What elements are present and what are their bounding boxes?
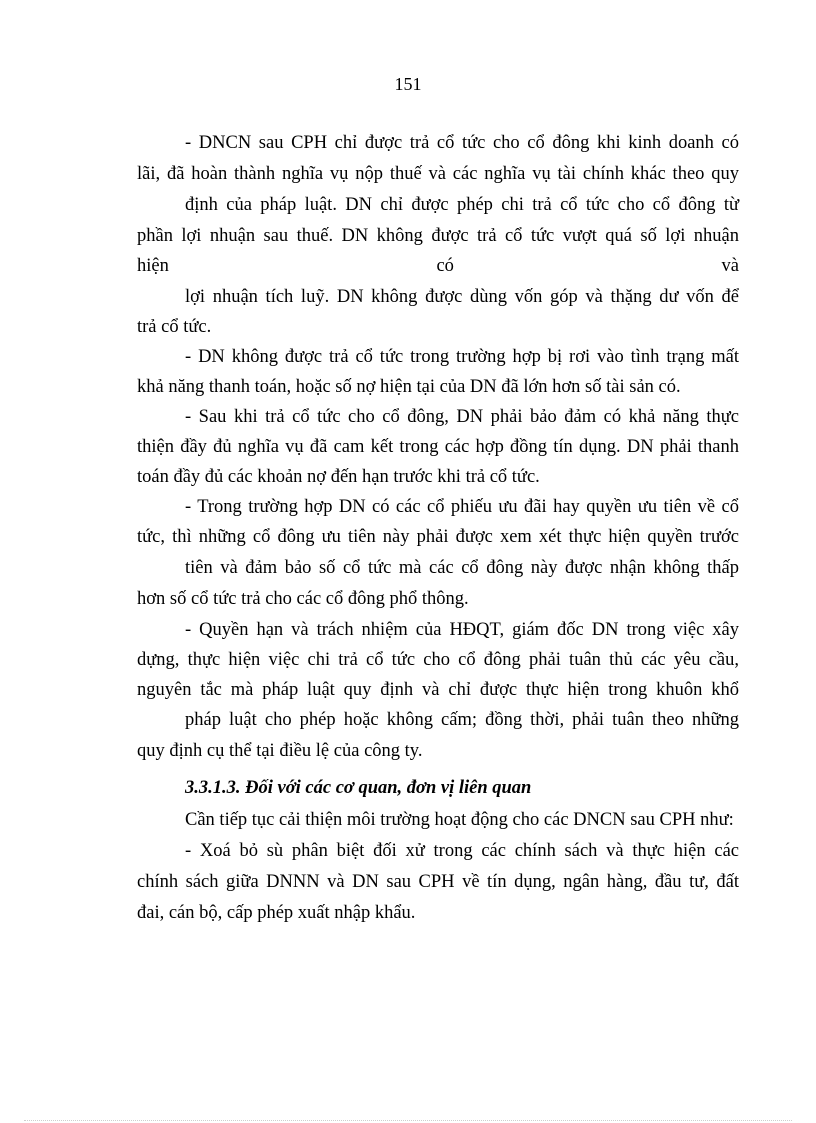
paragraph-line: hơn số cổ tức trả cho các cổ đông phổ thông.: [137, 589, 469, 609]
paragraph-line: - Trong trường hợp DN có các cổ phiếu ưu đãi hay quyền ưu tiên về cổ: [185, 497, 739, 517]
page-bottom-rule: [24, 1120, 792, 1121]
paragraph-line: - DNCN sau CPH chỉ được trả cổ tức cho cổ đông khi kinh doanh có: [185, 133, 739, 153]
paragraph-line: thiện đầy đủ nghĩa vụ đã cam kết trong các hợp đồng tín dụng. DN phải thanh: [137, 437, 739, 457]
paragraph-line: khả năng thanh toán, hoặc số nợ hiện tại của DN đã lớn hơn số tài sản có.: [137, 377, 681, 397]
paragraph-line: lãi, đã hoàn thành nghĩa vụ nộp thuế và các nghĩa vụ tài chính khác theo quy: [137, 164, 739, 184]
paragraph-line: nguyên tắc mà pháp luật quy định và chỉ được thực hiện trong khuôn khổ: [137, 680, 739, 700]
paragraph-line: trả cổ tức.: [137, 317, 212, 337]
paragraph-line: lợi nhuận tích luỹ. DN không được dùng vốn góp và thặng dư vốn để: [185, 287, 739, 307]
paragraph-line: - Xoá bỏ sù phân biệt đối xử trong các chính sách và thực hiện các: [185, 841, 739, 861]
paragraph-line: chính sách giữa DNNN và DN sau CPH về tín dụng, ngân hàng, đầu tư, đất: [137, 872, 739, 892]
paragraph-line: - Quyền hạn và trách nhiệm của HĐQT, giám đốc DN trong việc xây: [185, 620, 739, 640]
paragraph-line: định của pháp luật. DN chỉ được phép chi trả cổ tức cho cổ đông từ: [185, 195, 739, 215]
paragraph-line: toán đầy đủ các khoản nợ đến hạn trước khi trả cổ tức.: [137, 467, 540, 487]
section-heading: 3.3.1.3. Đối với các cơ quan, đơn vị liên quan: [185, 778, 532, 798]
paragraph-line: hiện có và: [137, 256, 739, 276]
page-number: 151: [394, 74, 422, 94]
paragraph-line: dựng, thực hiện việc chi trả cổ tức cho cổ đông phải tuân thủ các yêu cầu,: [137, 650, 739, 670]
paragraph-line: phần lợi nhuận sau thuế. DN không được trả cổ tức vượt quá số lợi nhuận: [137, 226, 739, 246]
paragraph-line: Cần tiếp tục cải thiện môi trường hoạt động cho các DNCN sau CPH như:: [185, 810, 734, 830]
paragraph-line: tiên và đảm bảo số cổ tức mà các cổ đông này được nhận không thấp: [185, 558, 739, 578]
paragraph-line: pháp luật cho phép hoặc không cấm; đồng thời, phải tuân theo những: [185, 710, 739, 730]
paragraph-line: đai, cán bộ, cấp phép xuất nhập khẩu.: [137, 903, 416, 923]
paragraph-line: tức, thì những cổ đông ưu tiên này phải được xem xét thực hiện quyền trước: [137, 527, 739, 547]
paragraph-line: quy định cụ thể tại điều lệ của công ty.: [137, 741, 423, 761]
paragraph-line: - Sau khi trả cổ tức cho cổ đông, DN phải bảo đảm có khả năng thực: [185, 407, 739, 427]
paragraph-line: - DN không được trả cổ tức trong trường hợp bị rơi vào tình trạng mất: [185, 347, 739, 367]
